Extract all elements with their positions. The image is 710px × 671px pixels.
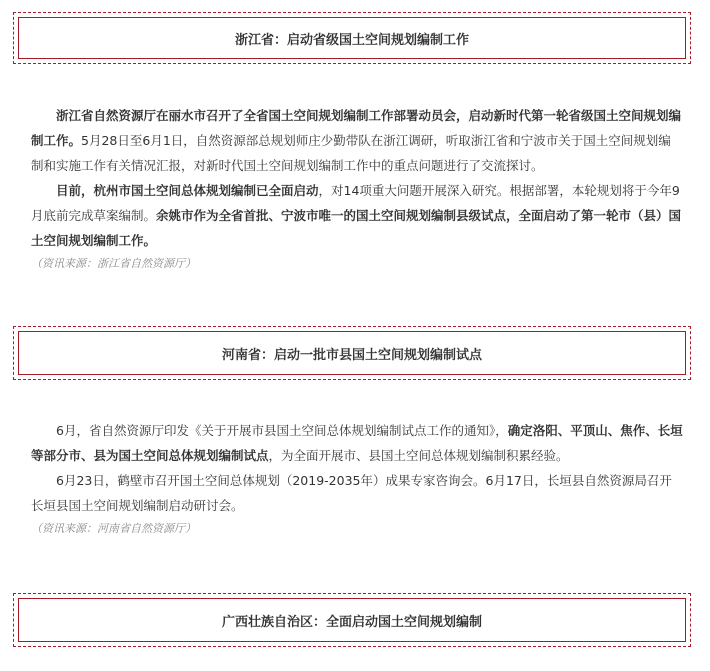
paragraph <box>31 468 683 518</box>
text-run: ，对14项重大问题开展深入研究。根据部署，本轮规划将于今年9月底前完成草案编制。 <box>31 183 680 223</box>
source-note: （资讯来源：河南省自然资源厅） <box>31 522 196 535</box>
section-header-guangxi <box>13 593 691 647</box>
bold-text: 余姚市作为全省首批、宁波市唯一的国土空间规划编制县级试点，全面启动了第一轮市（县）国土空间规划编制工作。 <box>31 208 682 248</box>
section-title-zhejiang: 浙江省：启动省级国土空间规划编制工作 <box>18 17 686 59</box>
bold-text: 目前，杭州市国土空间总体规划编制已全面启动 <box>56 183 319 198</box>
text-run: 5月28日至6月1日，自然资源部总规划师庄少勤带队在浙江调研，听取浙江省和宁波市关于国土空间规划编制和实施工作有关情况汇报，对新时代国土空间规划编制工作中的重点问题进行了交流探讨。 <box>31 133 671 173</box>
bold-text: 浙江省自然资源厅在丽水市召开了全省国土空间规划编制工作部署动员会，启动新时代第一轮省级国土空间规划编制工作。 <box>31 108 682 148</box>
paragraph <box>31 178 683 253</box>
section-title-guangxi: 广西壮族自治区：全面启动国土空间规划编制 <box>18 598 686 642</box>
bold-text: 确定洛阳、平顶山、焦作、长垣等部分市、县为国土空间总体规划编制试点 <box>31 423 683 463</box>
text-run: 6月，省自然资源厅印发《关于开展市县国土空间总体规划编制试点工作的通知》， <box>56 423 508 438</box>
source-note: （资讯来源：浙江省自然资源厅） <box>31 257 196 270</box>
section-header-zhejiang <box>13 12 691 64</box>
section-title-henan: 河南省：启动一批市县国土空间规划编制试点 <box>18 331 686 375</box>
section-body-zhejiang <box>31 103 683 273</box>
text-run: ，为全面开展市、县国土空间总体规划编制积累经验。 <box>268 448 569 463</box>
text-run: 6月23日，鹤壁市召开国土空间总体规划（2019-2035年）成果专家咨询会。6月17日，长垣县自然资源局召开长垣县国土空间规划编制启动研讨会。 <box>31 473 672 513</box>
section-header-henan <box>13 326 691 380</box>
paragraph <box>31 103 683 178</box>
section-body-henan <box>31 418 683 538</box>
paragraph <box>31 418 683 468</box>
